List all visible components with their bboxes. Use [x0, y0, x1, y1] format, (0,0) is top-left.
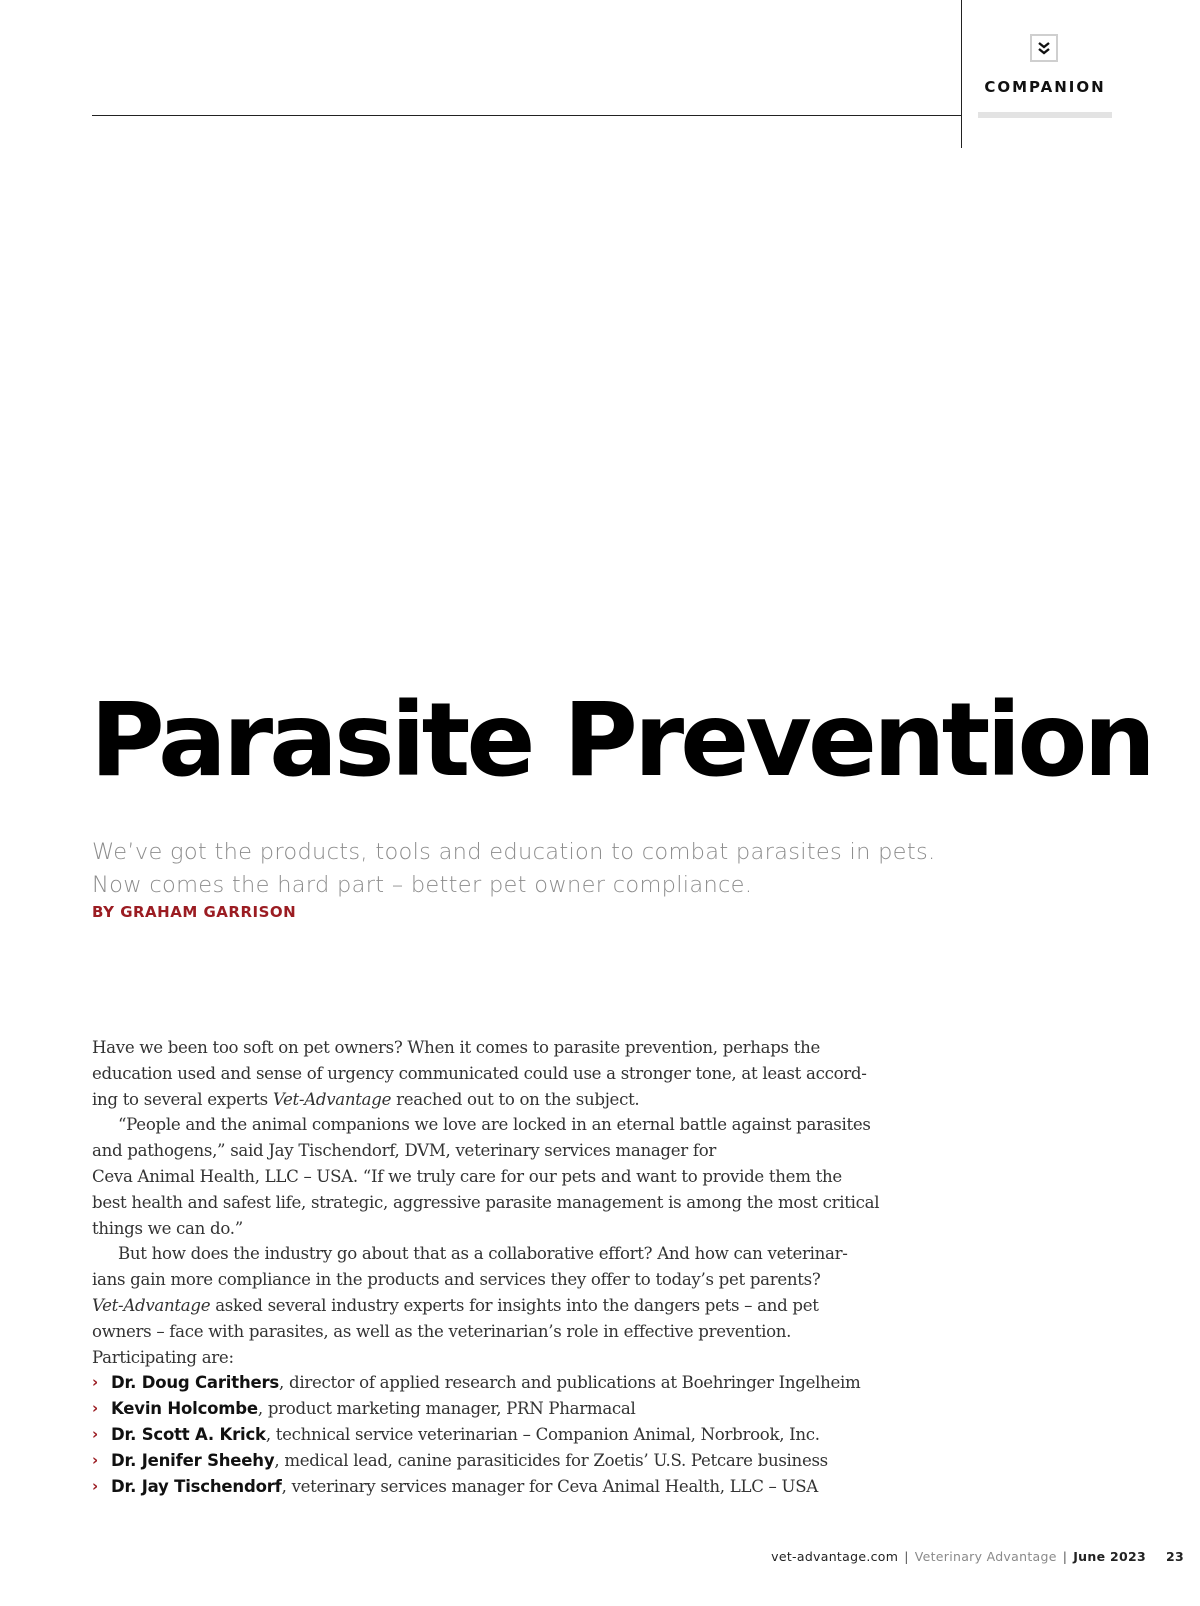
- participant-name: Kevin Holcombe: [111, 1399, 258, 1419]
- body-line: best health and safest life, strategic, aggressive parasite management is among the most critical: [92, 1192, 880, 1212]
- body-line: ians gain more compliance in the products and services they offer to today’s pet parents?: [92, 1270, 821, 1290]
- footer-separator: |: [1062, 1549, 1068, 1564]
- participant-name: Dr. Jay Tischendorf: [111, 1476, 282, 1496]
- page-footer: [771, 1549, 1184, 1564]
- paragraph-2: [92, 1112, 880, 1241]
- participant-role: , product marketing manager, PRN Pharmacal: [257, 1399, 636, 1419]
- paragraph-1: [92, 1035, 872, 1112]
- header-rule: [92, 115, 961, 116]
- body-line: owners – face with parasites, as well as the veterinarian’s role in effective prevention.: [92, 1321, 792, 1341]
- body-line: Participating are:: [92, 1347, 234, 1367]
- body-line: and pathogens,” said Jay Tischendorf, DVM, veterinary services manager for: [92, 1141, 717, 1161]
- footer-date: June 2023: [1073, 1549, 1146, 1564]
- body-text: ing to several experts: [92, 1089, 273, 1109]
- list-item: [92, 1396, 872, 1422]
- deck-line: Now comes the hard part – better pet owner compliance.: [92, 872, 753, 898]
- footer-site: vet-advantage.com: [771, 1549, 899, 1564]
- chevron-right-icon: ›: [92, 1373, 98, 1392]
- publication-name: Vet-Advantage: [92, 1295, 211, 1315]
- participant-role: , technical service veterinarian – Companion Animal, Norbrook, Inc.: [265, 1424, 820, 1444]
- page-number: 23: [1166, 1549, 1184, 1564]
- chevron-right-icon: ›: [92, 1450, 98, 1469]
- body-line: education used and sense of urgency communicated could use a stronger tone, at least accord-: [92, 1063, 867, 1083]
- body-text: asked several industry experts for insights into the dangers pets – and pet: [210, 1295, 819, 1315]
- article-title: Parasite Prevention: [90, 681, 1153, 800]
- list-item: [92, 1422, 872, 1448]
- body-line: “People and the animal companions we love are locked in an eternal battle against parasites: [118, 1115, 871, 1135]
- article-deck: [92, 836, 992, 902]
- byline: BY GRAHAM GARRISON: [92, 903, 297, 921]
- list-item: [92, 1474, 872, 1500]
- section-label: COMPANION: [984, 78, 1106, 96]
- body-line: But how does the industry go about that as a collaborative effort? And how can veterinar-: [118, 1244, 848, 1264]
- section-underline: [978, 112, 1112, 118]
- chevron-double-down-icon: [1030, 34, 1058, 62]
- chevron-double-down-icon-graphic: [1038, 41, 1050, 55]
- participant-name: Dr. Jenifer Sheehy: [111, 1450, 275, 1470]
- participant-role: , medical lead, canine parasiticides for Zoetis’ U.S. Petcare business: [274, 1450, 828, 1470]
- chevron-right-icon: ›: [92, 1476, 98, 1495]
- participants-list: [92, 1370, 872, 1499]
- body-line: [92, 1293, 872, 1319]
- list-item: [92, 1448, 872, 1474]
- footer-magazine: Veterinary Advantage: [914, 1549, 1057, 1564]
- participant-name: Dr. Scott A. Krick: [111, 1424, 266, 1444]
- body-text: reached out to on the subject.: [391, 1089, 640, 1109]
- body-line: Have we been too soft on pet owners? When it comes to parasite prevention, perhaps the: [92, 1038, 820, 1057]
- list-item: [92, 1370, 872, 1396]
- publication-name: Vet-Advantage: [272, 1089, 392, 1109]
- section-divider: [961, 0, 962, 148]
- body-line: [92, 1087, 872, 1113]
- deck-line: We’ve got the products, tools and education to combat parasites in pets.: [92, 839, 936, 865]
- chevron-right-icon: ›: [92, 1399, 98, 1418]
- paragraph-3: [92, 1241, 872, 1370]
- participant-role: , veterinary services manager for Ceva Animal Health, LLC – USA: [281, 1476, 818, 1496]
- participant-name: Dr. Doug Carithers: [111, 1373, 280, 1393]
- body-line: Ceva Animal Health, LLC – USA. “If we truly care for our pets and want to provide them the: [92, 1166, 842, 1186]
- chevron-right-icon: ›: [92, 1424, 98, 1443]
- footer-separator: |: [904, 1549, 909, 1564]
- body-line: things we can do.”: [92, 1218, 243, 1238]
- participant-role: , director of applied research and publications at Boehringer Ingelheim: [279, 1373, 861, 1393]
- article-body: [92, 1035, 880, 1499]
